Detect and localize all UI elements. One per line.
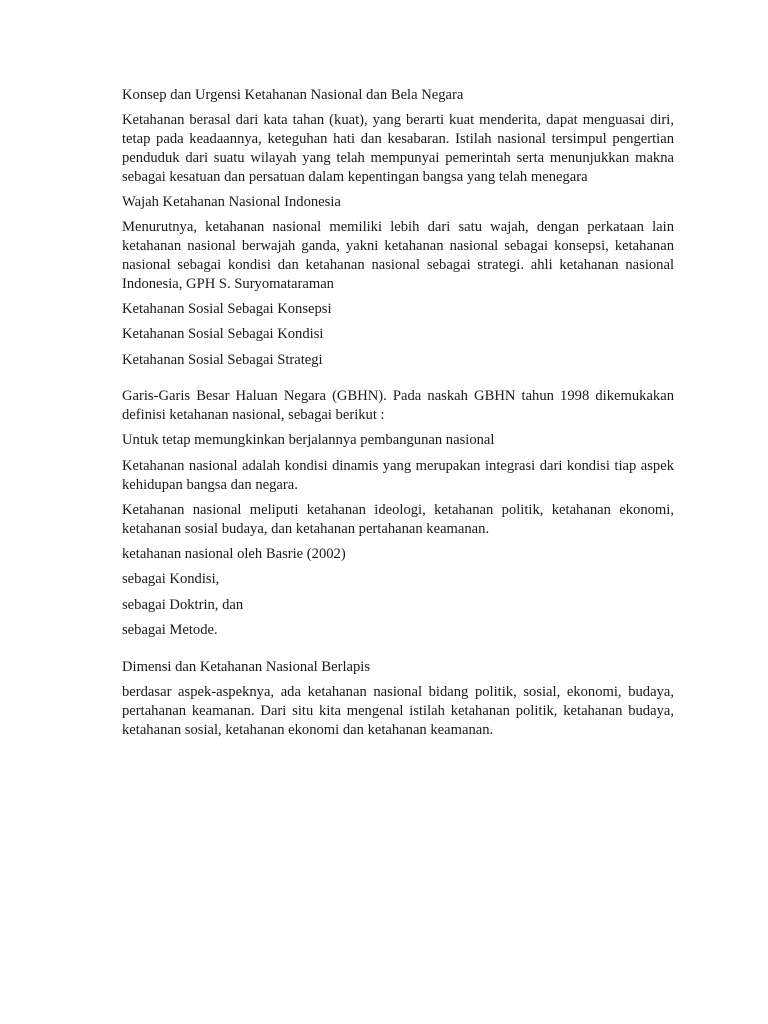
list-item-sebagai-kondisi: sebagai Kondisi, [122,571,220,588]
paragraph-wajah: Menurutnya, ketahanan nasional memiliki lebih dari satu wajah, dengan perkataan lain ketahanan nasional berwajah ganda, yakni ketahanan nasional sebagai konsepsi, ketahanan nasional sebagai kondisi dan ketahanan nasional sebagai strategi. ahli ketahanan nasional Indonesia, GPH S. Suryomataraman [122,219,674,292]
section-heading-wajah: Wajah Ketahanan Nasional Indonesia [122,193,341,210]
paragraph-meliputi: Ketahanan nasional meliputi ketahanan ideologi, ketahanan politik, ketahanan ekonomi, ketahanan sosial budaya, dan ketahanan pertahanan keamanan. [122,501,674,537]
paragraph-pembangunan: Untuk tetap memungkinkan berjalannya pembangunan nasional [122,432,495,449]
list-item-strategi: Ketahanan Sosial Sebagai Strategi [122,351,323,368]
list-item-konsepsi: Ketahanan Sosial Sebagai Konsepsi [122,300,332,317]
list-item-kondisi: Ketahanan Sosial Sebagai Kondisi [122,326,324,343]
document-title: Konsep dan Urgensi Ketahanan Nasional dan Bela Negara [122,87,464,103]
paragraph-dimensi: berdasar aspek-aspeknya, ada ketahanan nasional bidang politik, sosial, ekonomi, budaya, pertahanan keamanan. Dari situ kita mengenal istilah ketahanan politik, ketahanan budaya, ketahanan sosial, ketahanan ekonomi dan ketahanan keamanan. [122,683,674,738]
paragraph-kondisi-dinamis: Ketahanan nasional adalah kondisi dinamis yang merupakan integrasi dari kondisi tiap aspek kehidupan bangsa dan negara. [122,457,674,493]
paragraph-ketahanan-definition: Ketahanan berasal dari kata tahan (kuat), yang berarti kuat menderita, dapat menguasai diri, tetap pada keadaannya, keteguhan hati dan kesabaran. Istilah nasional tersimpul pengertian penduduk dari suatu wilayah yang telah mempunyai pemerintah serta menunjukkan makna sebagai kesatuan dan persatuan dalam kepentingan bangsa yang telah menegara [122,112,674,185]
list-item-sebagai-doktrin: sebagai Doktrin, dan [122,596,244,613]
paragraph-basrie: ketahanan nasional oleh Basrie (2002) [122,545,346,562]
paragraph-gbhn: Garis-Garis Besar Haluan Negara (GBHN). Pada naskah GBHN tahun 1998 dikemukakan definisi ketahanan nasional, sebagai berikut : [122,388,674,424]
document-body [122,86,674,746]
section-heading-dimensi: Dimensi dan Ketahanan Nasional Berlapis [122,658,371,675]
list-item-sebagai-metode: sebagai Metode. [122,621,218,638]
